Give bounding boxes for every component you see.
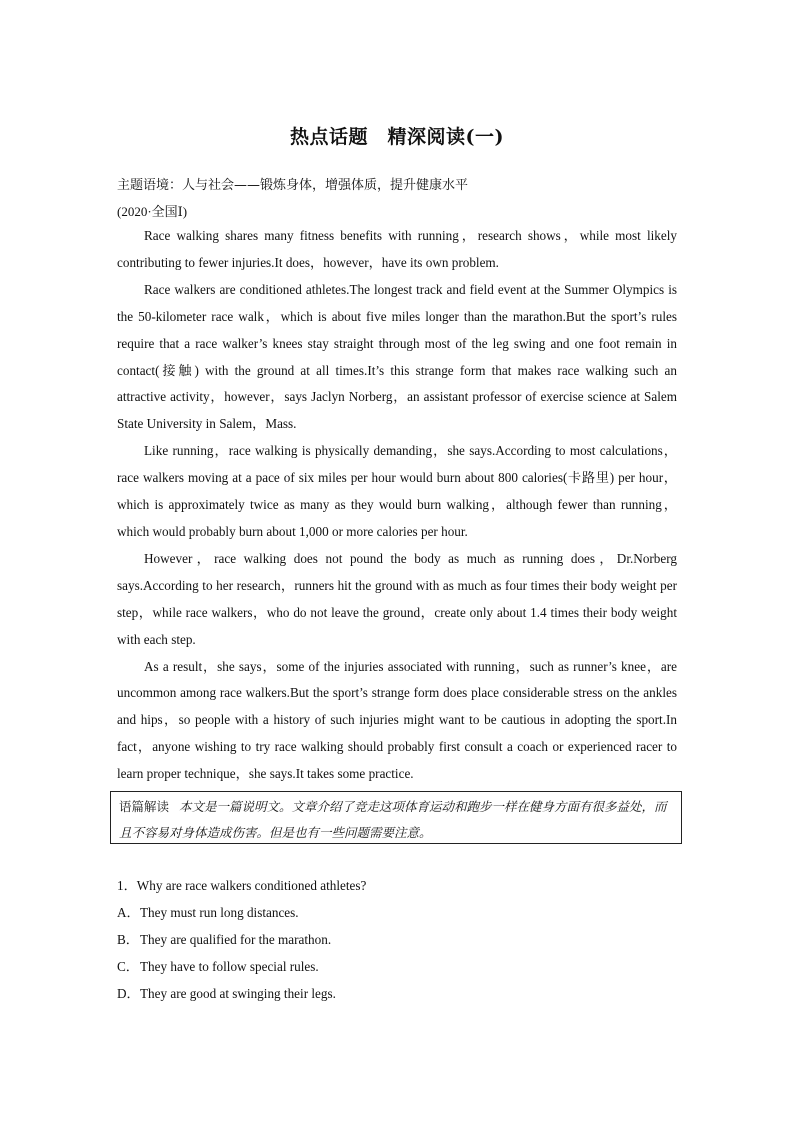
paragraph: Race walkers are conditioned athletes.The longest track and field event at the Summer Olympics is the 50-kilometer race walk，which is about five miles longer than the marathon.But the sport’s rules require that a race walker’s knees stay straight through most of the leg swing and one foot remain in contact(接触) with the ground at all times.It’s this strange form that makes race walking such an attractive activity，however，says Jaclyn Norberg，an assistant professor of exercise science at Salem State University in Salem，Mass.: [117, 281, 677, 432]
option-letter: D．: [117, 986, 140, 1001]
question-number: 1．: [117, 878, 137, 893]
summary-label: 语篇解读: [119, 799, 170, 814]
question-block: [117, 872, 677, 1007]
paragraph: As a result，she says，some of the injuries associated with running，such as runner’s knee，are uncommon among race walkers.But the sport’s strange form does place considerable stress on the ankles and hips，so people with a history of such injuries might want to be cautious in adopting the sport.In fact，anyone wishing to try race walking should probably first consult a coach or experienced racer to learn proper technique，she says.It takes some practice.: [117, 658, 677, 782]
option-text: They must run long distances.: [140, 905, 299, 920]
paragraph: Like running，race walking is physically demanding，she says.According to most calculations，race walkers moving at a pace of six miles per hour would burn about 800 calories(卡路里) per hour，which is approximately twice as many as they would burn walking，although fewer than running，which would probably burn about 1,000 or more calories per hour.: [117, 443, 677, 539]
paragraph: However，race walking does not pound the body as much as running does，Dr.Norberg says.According to her research，runners hit the ground with as much as four times their body weight per step，while race walkers，who do not leave the ground，create only about 1.4 times their body weight with each step.: [117, 550, 677, 647]
option-letter: B．: [117, 932, 139, 947]
page-title: 热点话题 精深阅读(一): [290, 126, 504, 148]
option-letter: A．: [117, 905, 140, 920]
answer-option-b[interactable]: [117, 926, 677, 953]
option-text: They have to follow special rules.: [140, 959, 319, 974]
answer-option-d[interactable]: [117, 980, 677, 1007]
option-letter: C．: [117, 959, 139, 974]
answer-option-a[interactable]: [117, 899, 677, 926]
question-stem-line: [117, 872, 677, 899]
passage-summary-box: [110, 791, 682, 844]
question-stem: Why are race walkers conditioned athletes?: [136, 878, 367, 893]
option-text: They are good at swinging their legs.: [140, 986, 336, 1001]
answer-option-c[interactable]: [117, 953, 677, 980]
option-text: They are qualified for the marathon.: [140, 932, 332, 947]
source-citation: (2020·全国Ⅰ): [117, 204, 188, 219]
reading-passage: [117, 223, 677, 788]
theme-context: 主题语境：人与社会——锻炼身体，增强体质，提升健康水平: [117, 178, 469, 193]
paragraph: Race walking shares many fitness benefits with running，research shows，while most likely contributing to fewer injuries.It does，however，have its own problem.: [117, 228, 677, 270]
summary-text: 本文是一篇说明文。文章介绍了竞走这项体育运动和跑步一样在健身方面有很多益处，而且不容易对身体造成伤害。但是也有一些问题需要注意。: [119, 799, 667, 840]
